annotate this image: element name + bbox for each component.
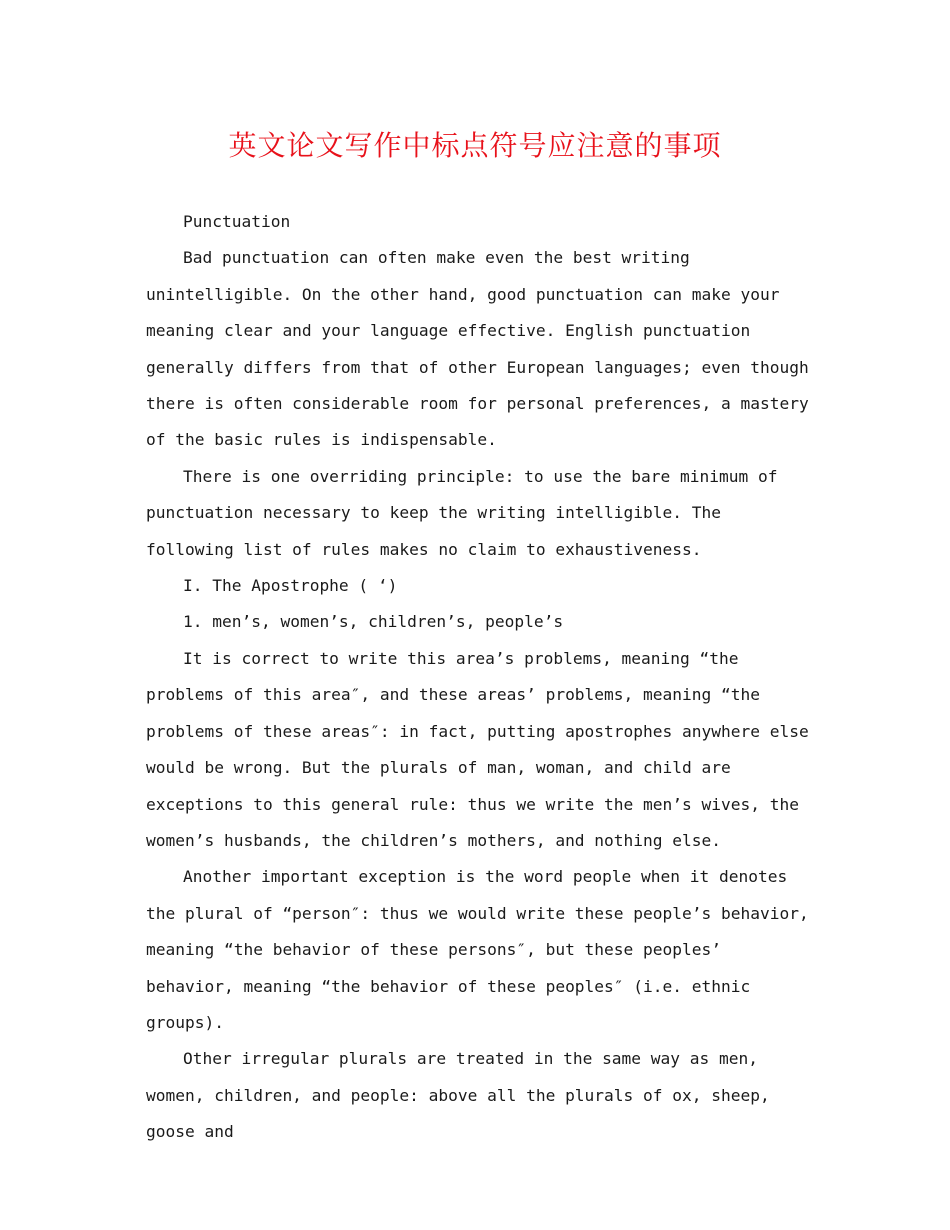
section-heading-apostrophe: I. The Apostrophe ( ‘) bbox=[183, 576, 398, 596]
subsection-heading-plurals: 1. men’s, women’s, children’s, people’s bbox=[183, 612, 564, 632]
paragraph-principle: There is one overriding principle: to use the bare minimum of punctuation necessary to keep the writing intelligible. The following list of rules makes no claim to exhaustiveness. bbox=[146, 466, 778, 559]
document-title: 英文论文写作中标点符号应注意的事项 bbox=[228, 129, 722, 162]
document-body bbox=[146, 204, 816, 1151]
paragraph-area-problems: It is correct to write this area’s problems, meaning “the problems of this area″, and these areas’ problems, meaning “the problems of these areas″: in fact, putting apostrophes anywhere else would be wrong. But the plurals of man, woman, and child are exceptions to this general rule: thus we write the men’s wives, the women’s husbands, the children’s mothers, and nothing else. bbox=[146, 648, 809, 850]
paragraph-people-exception: Another important exception is the word people when it denotes the plural of “person″: thus we would write these people’s behavior, meaning “the behavior of these persons″, but these peoples’ behavior, meaning “the behavior of these peoples″ (i.e. ethnic groups). bbox=[146, 867, 809, 1032]
paragraph-heading-punctuation: Punctuation bbox=[183, 212, 291, 231]
paragraph-intro: Bad punctuation can often make even the best writing unintelligible. On the other hand, good punctuation can make your meaning clear and your language effective. English punctuation generally differs from that of other European languages; even though there is often considerable room for personal preferences, a mastery of the basic rules is indispensable. bbox=[146, 248, 809, 450]
paragraph-irregular-plurals: Other irregular plurals are treated in the same way as men, women, children, and people: above all the plurals of ox, sheep, goose and bbox=[146, 1049, 770, 1142]
